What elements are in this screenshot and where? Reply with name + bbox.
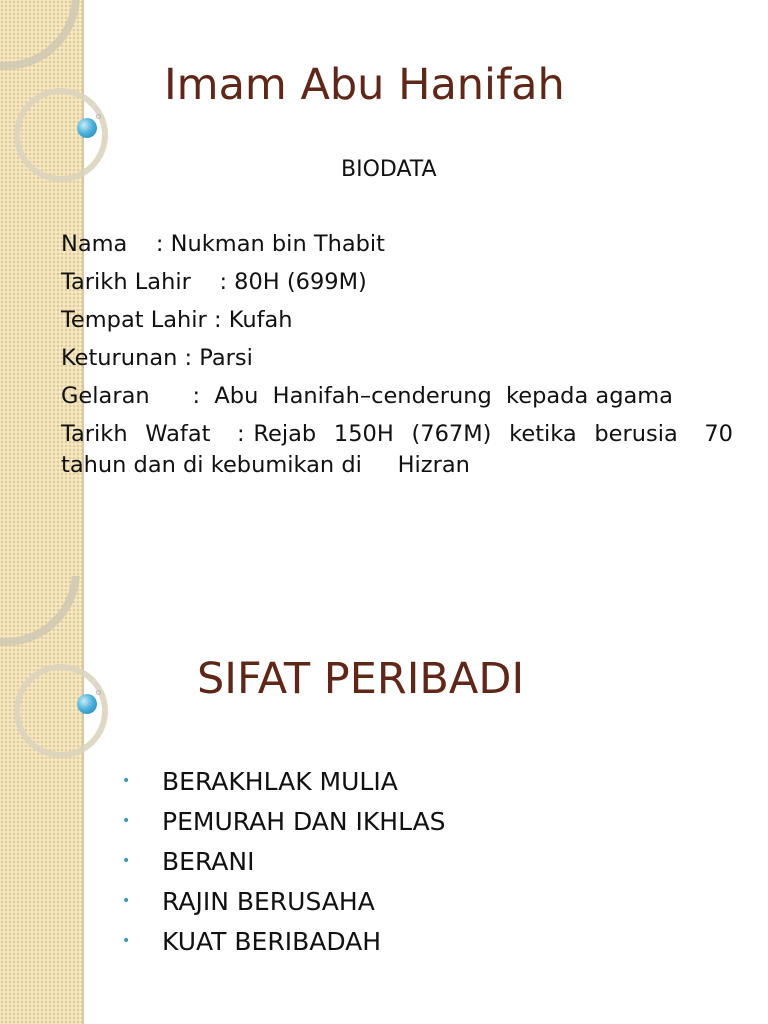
bullet-dot-icon: • <box>122 853 131 869</box>
slide-sifat-peribadi <box>0 576 768 1024</box>
list-item <box>122 761 446 801</box>
blue-orb-icon <box>77 118 97 138</box>
section-heading: BIODATA <box>341 157 437 182</box>
bullet-dot-icon: • <box>122 813 131 829</box>
list-item-label: BERAKHLAK MULIA <box>162 766 398 796</box>
biodata-line: Gelaran : Abu Hanifah–cenderung kepada agama <box>61 383 673 409</box>
small-dot-icon <box>96 114 101 119</box>
list-item-label: BERANI <box>162 846 255 876</box>
biodata-line: Tarikh Wafat : Rejab 150H (767M) ketika berusia 70 tahun dan di kebumikan di Hizran <box>61 421 741 478</box>
list-item <box>122 921 446 961</box>
bullet-dot-icon: • <box>122 893 131 909</box>
traits-list <box>122 761 446 961</box>
list-item <box>122 881 446 921</box>
slide-title: Imam Abu Hanifah <box>164 60 565 110</box>
biodata-line: Nama : Nukman bin Thabit <box>61 231 385 257</box>
small-dot-icon <box>96 690 101 695</box>
bullet-dot-icon: • <box>122 933 131 949</box>
biodata-line: Tarikh Lahir : 80H (699M) <box>61 269 367 295</box>
biodata-line: Tempat Lahir : Kufah <box>61 307 293 333</box>
blue-orb-icon <box>77 694 97 714</box>
list-item <box>122 801 446 841</box>
list-item-label: PEMURAH DAN IKHLAS <box>162 806 446 836</box>
biodata-line: Keturunan : Parsi <box>61 345 253 371</box>
slide-title: SIFAT PERIBADI <box>197 654 525 704</box>
list-item-label: RAJIN BERUSAHA <box>162 886 375 916</box>
list-item-label: KUAT BERIBADAH <box>162 926 382 956</box>
bullet-dot-icon: • <box>122 773 131 789</box>
biodata-list <box>61 229 741 488</box>
list-item <box>122 841 446 881</box>
